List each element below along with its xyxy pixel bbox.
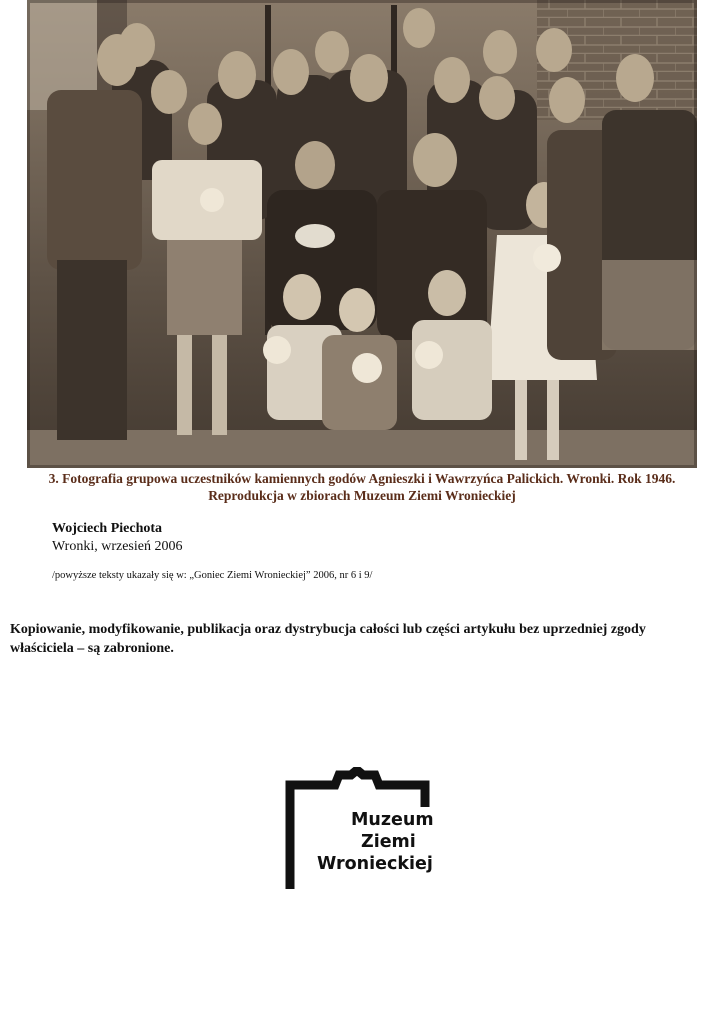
author-name: Wojciech Piechota (52, 521, 163, 536)
source-note: /powyższe teksty ukazały się w: „Goniec Ziemi Wronieckiej” 2006, nr 6 i 9/ (52, 570, 373, 581)
logo-text-line-2: Ziemi (361, 832, 416, 852)
logo-text-line-3: Wronieckiej (317, 854, 433, 874)
photo-caption (20, 470, 704, 504)
logo-text-line-1: Muzeum (351, 810, 434, 830)
place-date: Wronki, wrzesień 2006 (52, 539, 183, 554)
logo-text (313, 809, 443, 875)
group-photograph (27, 0, 697, 468)
museum-logo (283, 767, 443, 891)
caption-line-2: Reprodukcja w zbiorach Muzeum Ziemi Wronieckiej (208, 488, 516, 503)
caption-line-1: 3. Fotografia grupowa uczestników kamiennych godów Agnieszki i Wawrzyńca Palickich. Wronki. Rok 1946. (48, 471, 676, 486)
copyright-notice: Kopiowanie, modyfikowanie, publikacja oraz dystrybucja całości lub części artykułu bez uprzedniej zgody właściciela – są zabronione. (10, 622, 646, 656)
